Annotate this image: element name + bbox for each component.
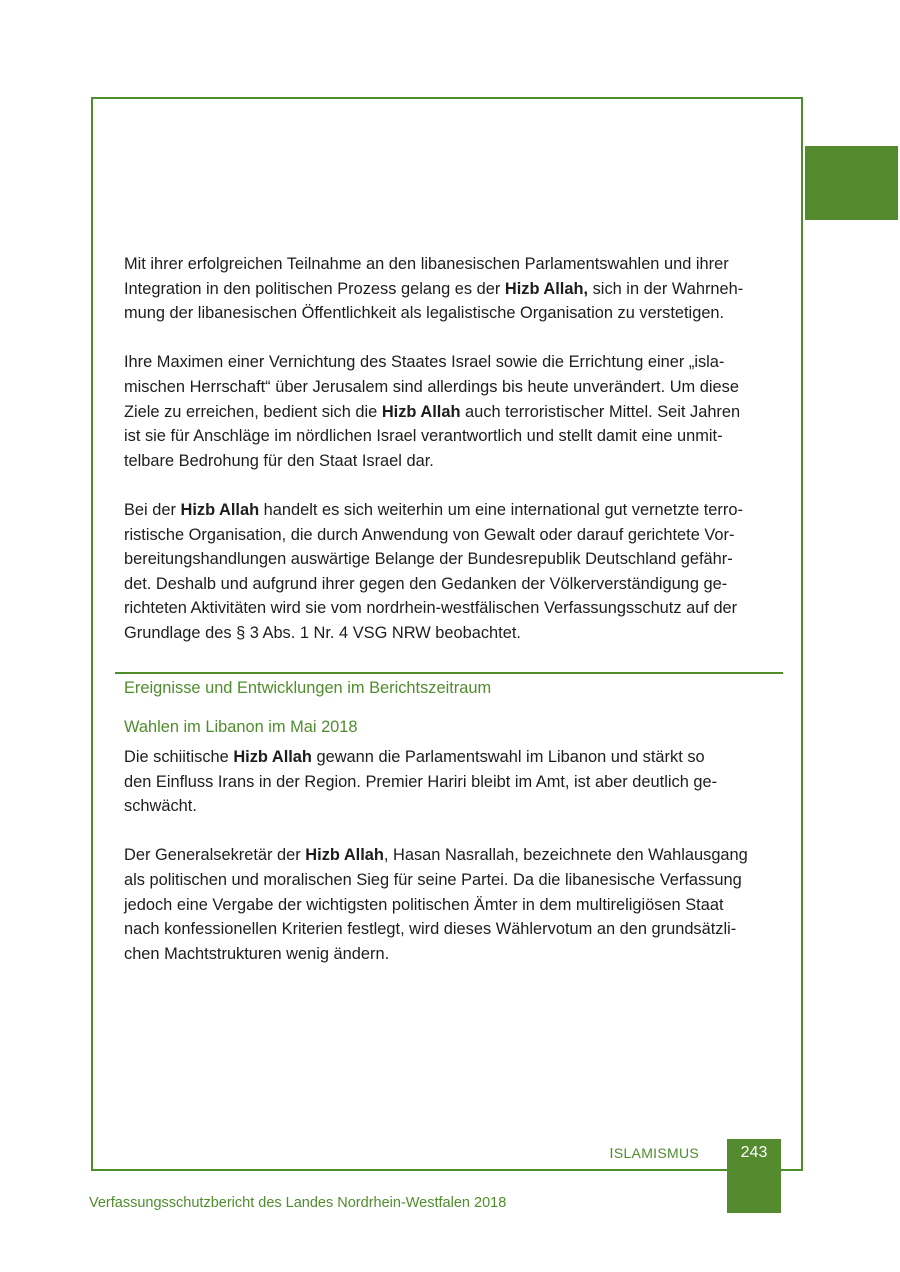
text-line: telbare Bedrohung für den Staat Israel dar. xyxy=(124,451,434,470)
text-line: Die schiitische Hizb Allah gewann die Parlamentswahl im Libanon und stärkt so xyxy=(124,748,705,766)
paragraph-4 xyxy=(124,745,784,819)
page-number: 243 xyxy=(740,1144,768,1161)
org-name-bold: Hizb Allah, xyxy=(504,279,589,298)
org-name-bold: Hizb Allah xyxy=(381,402,461,421)
org-name-bold: Hizb Allah xyxy=(305,846,384,865)
text-line: nach konfessionellen Kriterien festlegt, wird dieses Wählervotum an den grundsätzli- xyxy=(124,920,737,939)
paragraph-1 xyxy=(124,252,784,326)
text-line: richteten Aktivitäten wird sie vom nordrhein-westfälischen Verfassungsschutz auf der xyxy=(124,599,738,618)
chapter-label-rest: SLAMISMUS xyxy=(613,1145,699,1161)
publication-title: Verfassungsschutzbericht des Landes Nordrhein-Westfalen 2018 xyxy=(89,1195,507,1211)
paragraph-3 xyxy=(124,498,784,646)
text-line: den Einfluss Irans in der Region. Premier Hariri bleibt im Amt, ist aber deutlich ge- xyxy=(124,772,718,791)
text-line: Integration in den politischen Prozess gelang es der Hizb Allah, sich in der Wahrneh- xyxy=(124,279,744,298)
paragraph-5 xyxy=(124,843,784,966)
text-line: chen Machtstrukturen wenig ändern. xyxy=(124,944,390,963)
org-name-bold: Hizb Allah xyxy=(180,500,260,519)
section-divider xyxy=(115,672,783,674)
section-subheading: Wahlen im Libanon im Mai 2018 xyxy=(124,718,358,736)
chapter-tab-marker xyxy=(805,146,898,220)
text-line: Bei der Hizb Allah handelt es sich weiterhin um eine international gut vernetzte terro- xyxy=(124,500,743,519)
section-heading: Ereignisse und Entwicklungen im Berichtszeitraum xyxy=(124,679,492,697)
text-line: Ziele zu erreichen, bedient sich die Hizb Allah auch terroristischer Mittel. Seit Jahren xyxy=(124,402,741,421)
text-line: ist sie für Anschläge im nördlichen Israel verantwortlich und stellt damit eine unmit- xyxy=(124,427,723,446)
org-name-bold: Hizb Allah xyxy=(233,748,312,766)
text-line: mischen Herrschaft“ über Jerusalem sind allerdings bis heute unverändert. Um diese xyxy=(124,377,739,396)
text-line: Mit ihrer erfolgreichen Teilnahme an den libanesischen Parlamentswahlen und ihrer xyxy=(124,255,729,273)
chapter-label xyxy=(560,1143,699,1164)
text-line: det. Deshalb und aufgrund ihrer gegen den Gedanken der Völkerverständigung ge- xyxy=(124,574,728,593)
paragraph-2 xyxy=(124,350,784,473)
body-text xyxy=(124,252,784,646)
text-line: Ihre Maximen einer Vernichtung des Staates Israel sowie die Errichtung einer „isla- xyxy=(124,353,725,372)
text-line: als politischen und moralischen Sieg für seine Partei. Da die libanesische Verfassung xyxy=(124,870,742,889)
section-body-text xyxy=(124,745,784,966)
text-line: jedoch eine Vergabe der wichtigsten politischen Ämter in dem multireligiösen Staat xyxy=(124,895,724,914)
text-line: Der Generalsekretär der Hizb Allah, Hasan Nasrallah, bezeichnete den Wahlausgang xyxy=(124,846,748,865)
text-line: schwächt. xyxy=(124,797,197,816)
text-line: mung der libanesischen Öffentlichkeit als legalistische Organisation zu verstetigen. xyxy=(124,304,725,323)
text-line: ristische Organisation, die durch Anwendung von Gewalt oder darauf gerichtete Vor- xyxy=(124,525,735,544)
chapter-label-initial: I xyxy=(609,1145,614,1162)
page-number-box xyxy=(727,1139,781,1213)
text-line: bereitungshandlungen auswärtige Belange der Bundesrepublik Deutschland gefähr- xyxy=(124,550,733,569)
text-line: Grundlage des § 3 Abs. 1 Nr. 4 VSG NRW beobachtet. xyxy=(124,623,521,642)
